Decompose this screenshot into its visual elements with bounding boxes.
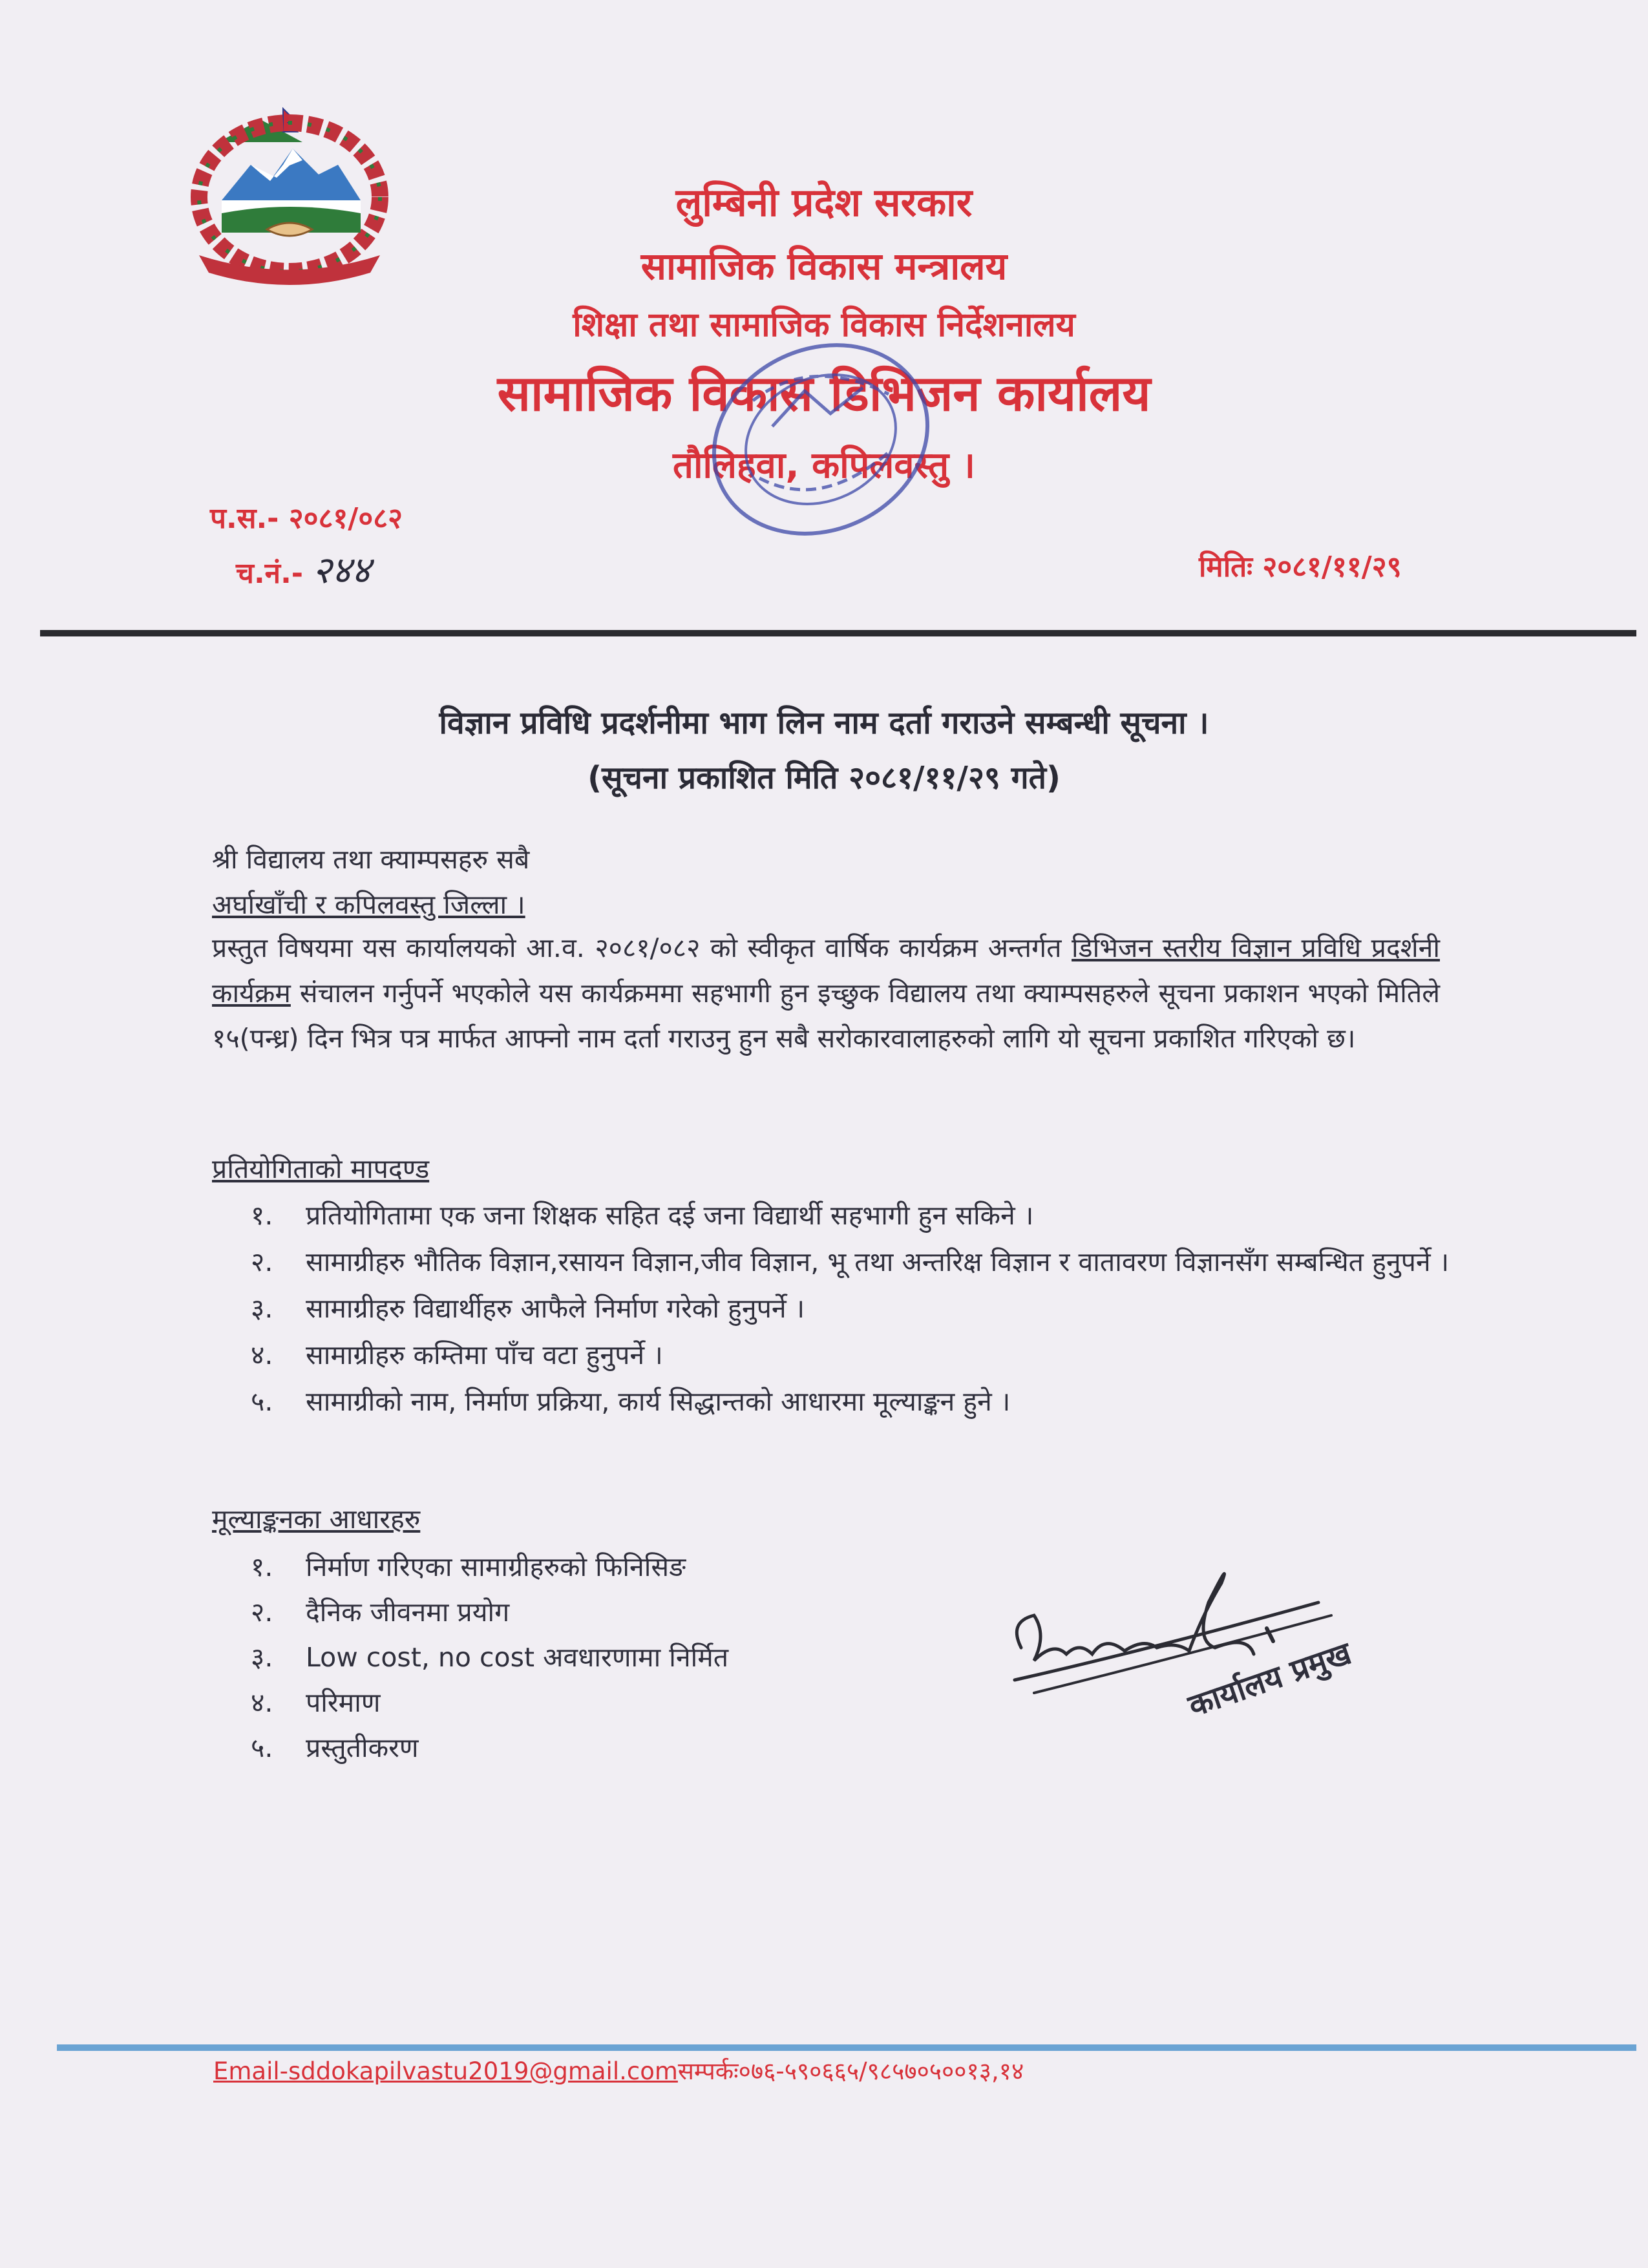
notice-body-end: संचालन गर्नुपर्ने भएकोले यस कार्यक्रममा सहभागी हुन इच्छुक विद्यालय तथा क्याम्पसहरुले सूचना प्रकाशन भएको मितिले १५(पन्ध्र) दिन भित्र पत्र मार्फत आफ्नो नाम दर्ता गराउनु हुन सबै सरोकारवालाहरुको लागि यो सूचना प्रकाशित गरिएको छ।	[212, 978, 1440, 1054]
list-item-text: प्रतियोगितामा एक जना शिक्षक सहित दई जना विद्यार्थी सहभागी हुन सकिने ।	[306, 1200, 1034, 1231]
evaluation-list	[251, 1544, 1026, 1770]
criteria-list	[251, 1192, 1466, 1425]
list-item	[251, 1239, 1466, 1285]
office-name: सामाजिक विकास डिभिजन कार्यालय	[497, 364, 1151, 422]
header-divider	[40, 630, 1636, 636]
list-item-number: ३.	[251, 1293, 273, 1324]
contact-email: Email-sddokapilvastu2019@gmail.com	[213, 2057, 678, 2085]
list-item-number: ४.	[251, 1687, 273, 1718]
addressee-line: श्री विद्यालय तथा क्याम्पसहरु सबै	[212, 844, 530, 875]
list-item	[251, 1192, 1466, 1239]
list-item	[251, 1378, 1466, 1425]
notice-subtitle: (सूचना प्रकाशित मिति २०८१/११/२९ गते)	[587, 760, 1061, 796]
directorate-name: शिक्षा तथा सामाजिक विकास निर्देशनालय	[573, 306, 1075, 344]
notice-body	[212, 925, 1440, 1061]
list-item-number: १.	[251, 1200, 273, 1231]
list-item-text: निर्माण गरिएका सामाग्रीहरुको फिनिसिङ	[306, 1551, 686, 1582]
footer-divider	[57, 2044, 1636, 2051]
signatory-title: कार्यालय प्रमुख	[1183, 1635, 1356, 1725]
list-item-text: दैनिक जीवनमा प्रयोग	[306, 1597, 510, 1628]
dispatch-number	[236, 543, 371, 594]
reference-number: प.स.- २०८१/०८२	[210, 502, 403, 535]
letter-date: मितिः २०८१/११/२९	[1199, 551, 1402, 583]
list-item	[251, 1544, 1026, 1590]
evaluation-heading: मूल्याङ्कनका आधारहरु	[212, 1504, 421, 1535]
list-item-text: प्रस्तुतीकरण	[306, 1732, 419, 1763]
footer-contact	[213, 2053, 1024, 2086]
list-item-text: परिमाण	[306, 1687, 381, 1718]
list-item	[251, 1590, 1026, 1635]
list-item-text: सामाग्रीहरु कम्तिमा पाँच वटा हुनुपर्ने ।	[306, 1339, 663, 1370]
list-item-number: २.	[251, 1597, 273, 1628]
ministry-name: सामाजिक विकास मन्त्रालय	[640, 244, 1008, 288]
list-item-number: २.	[251, 1246, 273, 1277]
list-item-text: सामाग्रीको नाम, निर्माण प्रक्रिया, कार्य सिद्धान्तको आधारमा मूल्याङ्कन हुने ।	[306, 1386, 1011, 1417]
list-item	[251, 1332, 1466, 1378]
list-item	[251, 1635, 1026, 1680]
contact-phone: सम्पर्कः०७६-५९०६६५/९८५७०५००१३,१४	[677, 2057, 1024, 2085]
list-item	[251, 1285, 1466, 1332]
list-item-number: ५.	[251, 1386, 273, 1417]
program-name: डिभिजन स्तरीय विज्ञान प्रविधि प्रदर्शनी कार्यक्रम	[212, 932, 1440, 1009]
criteria-heading: प्रतियोगिताको मापदण्ड	[212, 1153, 430, 1184]
list-item	[251, 1680, 1026, 1725]
notice-body-start: प्रस्तुत विषयमा यस कार्यालयको आ.व. २०८१/०८२ को स्वीकृत वार्षिक कार्यक्रम अन्तर्गत	[212, 932, 1072, 963]
list-item-text: Low cost, no cost अवधारणामा निर्मित	[306, 1642, 729, 1673]
office-stamp-icon	[682, 317, 960, 569]
list-item-text: सामाग्रीहरु विद्यार्थीहरु आफैले निर्माण गरेको हुनुपर्ने ।	[306, 1293, 805, 1324]
list-item-text: सामाग्रीहरु भौतिक विज्ञान,रसायन विज्ञान,जीव विज्ञान, भू तथा अन्तरिक्ष विज्ञान र वातावरण विज्ञानसँग सम्बन्धित हुनुपर्ने ।	[306, 1246, 1450, 1277]
list-item-number: ५.	[251, 1732, 273, 1763]
notice-title: विज्ञान प्रविधि प्रदर्शनीमा भाग लिन नाम दर्ता गराउने सम्बन्धी सूचना ।	[439, 705, 1209, 741]
office-address: तौलिहवा, कपिलवस्तु ।	[673, 445, 975, 487]
dispatch-number-value: २४४	[312, 548, 371, 592]
government-name: लुम्बिनी प्रदेश सरकार	[675, 180, 973, 226]
dispatch-number-label: च.नं.-	[236, 557, 304, 590]
list-item-number: ४.	[251, 1339, 273, 1370]
addressee-district: अर्घाखाँची र कपिलवस्तु जिल्ला ।	[212, 889, 525, 920]
list-item-number: ३.	[251, 1642, 273, 1673]
list-item	[251, 1725, 1026, 1770]
list-item-number: १.	[251, 1551, 273, 1582]
